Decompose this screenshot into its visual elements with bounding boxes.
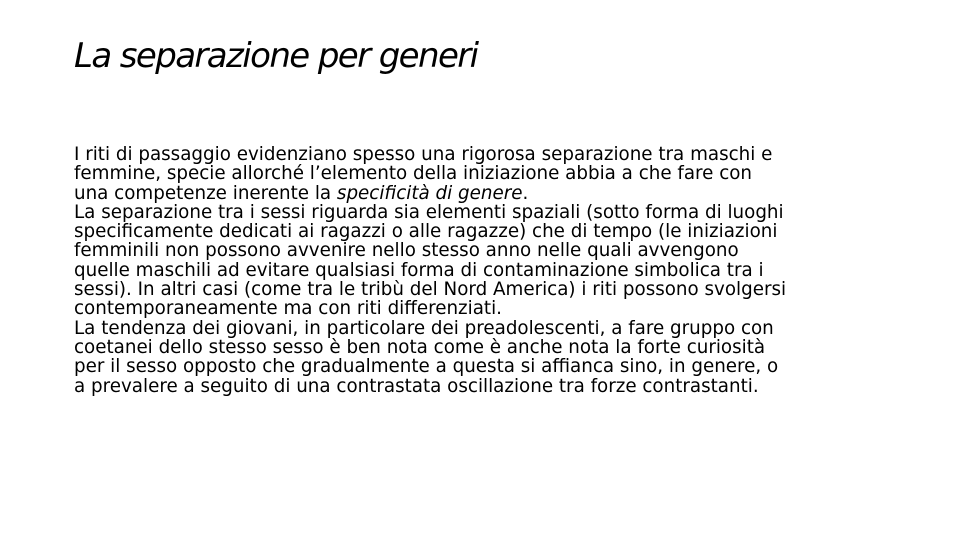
text-line: La tendenza dei giovani, in particolare dei preadolescenti, a fare gruppo con <box>74 317 774 339</box>
text-line: per il sesso opposto che gradualmente a questa si affianca sino, in genere, o <box>74 356 779 378</box>
text-line: La separazione tra i sessi riguarda sia elementi spaziali (sotto forma di luoghi <box>74 201 784 223</box>
text-line: quelle maschili ad evitare qualsiasi forma di contaminazione simbolica tra i <box>74 259 764 281</box>
text-segment: una competenze inerente la <box>74 182 337 204</box>
text-line: contemporaneamente ma con riti differenziati. <box>74 298 502 320</box>
text-line: sessi). In altri casi (come tra le tribù del Nord America) i riti possono svolgersi <box>74 279 787 301</box>
slide-title: La separazione per generi <box>74 36 478 76</box>
emphasis-text: specificità di genere <box>336 182 523 204</box>
text-line: specificamente dedicati ai ragazzi o alle ragazze) che di tempo (le iniziazioni <box>74 221 778 243</box>
text-line: femminili non possono avvenire nello stesso anno nelle quali avvengono <box>74 240 739 262</box>
text-segment: . <box>522 182 529 204</box>
text-line: I riti di passaggio evidenziano spesso una rigorosa separazione tra maschi e <box>74 144 773 165</box>
text-line: femmine, specie allorché l’elemento della iniziazione abbia a che fare con <box>74 163 753 185</box>
text-line: a prevalere a seguito di una contrastata oscillazione tra forze contrastanti. <box>74 375 759 397</box>
text-line: coetanei dello stesso sesso è ben nota come è anche nota la forte curiosità <box>74 336 766 358</box>
paragraph-1 <box>74 145 894 203</box>
text-line <box>74 184 894 203</box>
slide-body <box>74 145 894 396</box>
paragraph-2 <box>74 203 894 319</box>
paragraph-3 <box>74 319 894 396</box>
